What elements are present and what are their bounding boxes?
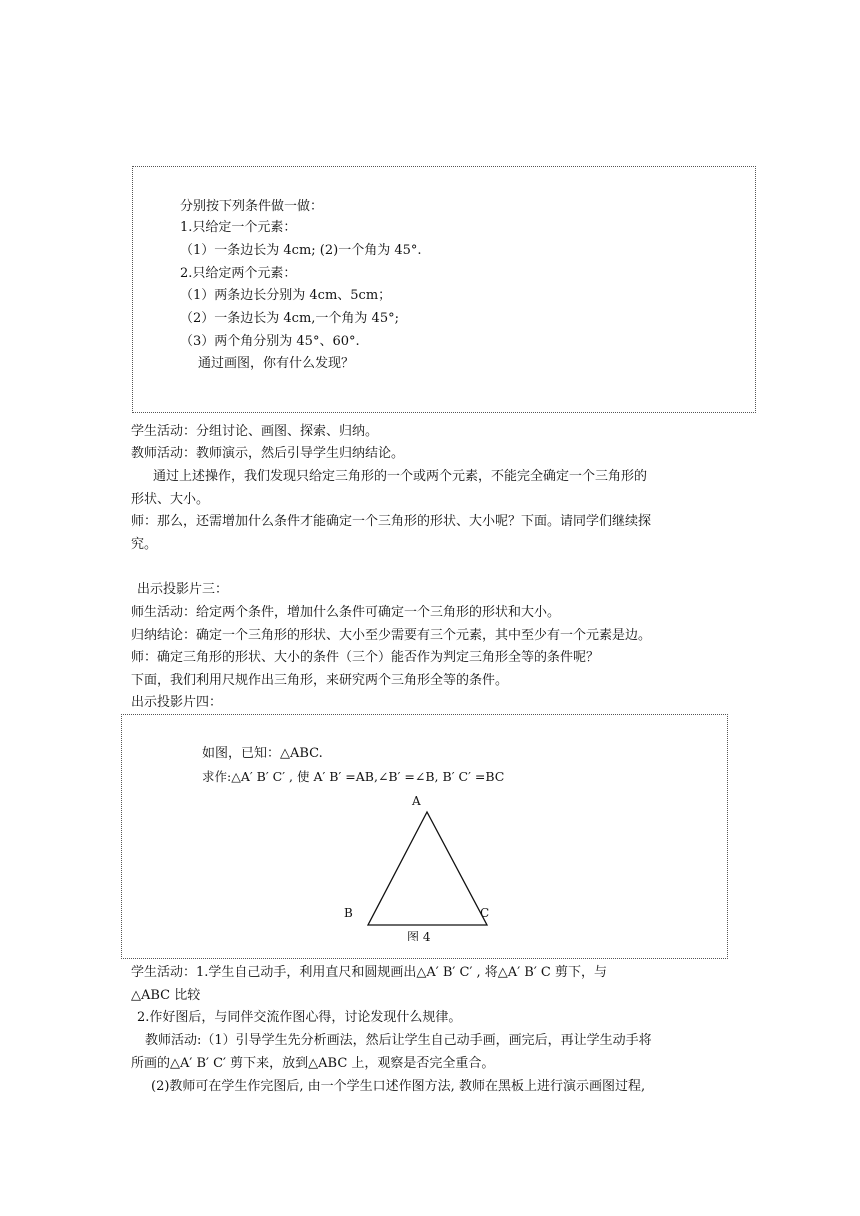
body-text: 教师活动：教师演示，然后引导学生归纳结论。 <box>131 446 405 461</box>
vertex-label-b: B <box>344 906 353 920</box>
figure-caption: 图 4 <box>407 930 431 941</box>
slide-line: （1）一条边长为 4cm; (2)一个角为 45°. <box>180 243 422 258</box>
vertex-label-c: C <box>480 906 490 920</box>
body-text: 师：那么，还需增加什么条件才能确定一个三角形的形状、大小呢？下面。请同学们继续探 <box>131 514 652 529</box>
body-text: △ABC 比较 <box>131 988 201 1003</box>
body-text: 通过上述操作，我们发现只给定三角形的一个或两个元素，不能完全确定一个三角形的 <box>153 469 648 484</box>
vertex-label-a: A <box>412 794 421 808</box>
body-text: 形状、大小。 <box>131 492 210 507</box>
body-text: 师：确定三角形的形状、大小的条件（三个）能否作为判定三角形全等的条件呢？ <box>131 650 600 665</box>
slide-box-construction <box>121 714 728 959</box>
slide-line: 2.只给定两个元素： <box>180 266 297 281</box>
body-text: 2.作好图后，与同伴交流作图心得，讨论发现什么规律。 <box>137 1010 462 1025</box>
slide-line: 如图，已知：△ABC. <box>202 746 323 761</box>
slide-line: （3）两个角分别为 45°、60°. <box>180 334 360 349</box>
body-text: 出示投影片四： <box>131 695 223 710</box>
slide-box-conditions <box>132 166 756 413</box>
slide-line: 求作:△A′ B′ C′ , 使 A′ B′ =AB,∠B′ =∠B, B′ C′ =BC <box>202 769 505 784</box>
body-text: 学生活动：1.学生自己动手，利用直尺和圆规画出△A′ B′ C′ , 将△A′ B′ C 剪下，与 <box>131 965 607 980</box>
slide-line: 1.只给定一个元素： <box>180 220 297 235</box>
slide-line: （2）一条边长为 4cm,一个角为 45°; <box>180 311 399 326</box>
slide-line: （1）两条边长分别为 4cm、5cm； <box>180 288 392 303</box>
body-text: 学生活动：分组讨论、画图、探索、归纳。 <box>131 424 379 439</box>
body-text: 所画的△A′ B′ C′ 剪下来，放到△ABC 上，观察是否完全重合。 <box>131 1056 495 1071</box>
triangle-abc <box>368 812 490 925</box>
slide-line: 通过画图，你有什么发现？ <box>198 356 355 371</box>
body-text: 究。 <box>131 537 158 552</box>
slide-line: 分别按下列条件做一做： <box>180 199 324 214</box>
body-text: 出示投影片三： <box>137 582 229 597</box>
body-text: 教师活动:（1）引导学生先分析画法，然后让学生自己动手画，画完后，再让学生动手将 <box>145 1033 652 1048</box>
body-text: 下面，我们利用尺规作出三角形，来研究两个三角形全等的条件。 <box>131 673 509 688</box>
body-text: (2)教师可在学生作完图后, 由一个学生口述作图方法, 教师在黑板上进行演示画图过程, <box>151 1079 646 1094</box>
triangle-figure <box>332 791 532 941</box>
body-text: 归纳结论：确定一个三角形的形状、大小至少需要有三个元素，其中至少有一个元素是边。 <box>131 628 652 643</box>
body-text: 师生活动：给定两个条件，增加什么条件可确定一个三角形的形状和大小。 <box>131 605 561 620</box>
